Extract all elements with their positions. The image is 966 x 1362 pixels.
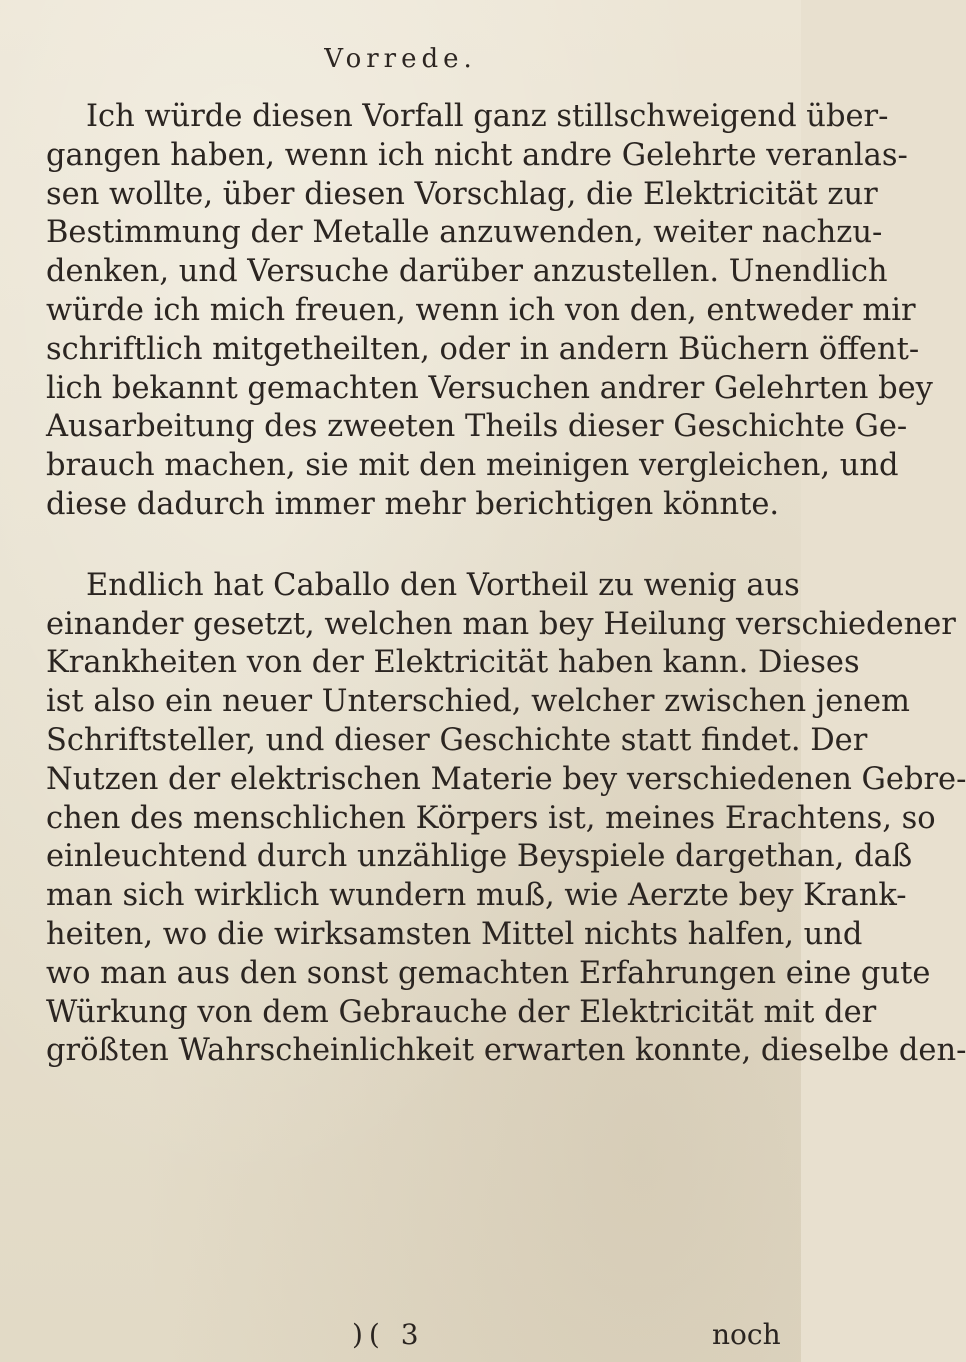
- text-line: Würkung von dem Gebrauche der Elektricität mit der: [46, 994, 877, 1030]
- text-line: ist also ein neuer Unterschied, welcher zwischen jenem: [46, 684, 910, 720]
- text-line: heiten, wo die wirksamsten Mittel nichts halfen, und: [46, 916, 863, 952]
- body-text: [46, 98, 966, 1071]
- text-line: wo man aus den sonst gemachten Erfahrungen eine gute: [46, 955, 931, 991]
- text-line: Ausarbeitung des zweeten Theils dieser Geschichte Ge-: [46, 409, 908, 445]
- paragraph-1: [46, 98, 933, 525]
- paragraph-2: [46, 567, 966, 1071]
- text-line: diese dadurch immer mehr berichtigen könnte.: [46, 486, 780, 522]
- text-line: man sich wirklich wundern muß, wie Aerzte bey Krank-: [46, 878, 907, 914]
- text-line: chen des menschlichen Körpers ist, meines Erachtens, so: [46, 800, 936, 836]
- text-line: gangen haben, wenn ich nicht andre Gelehrte veranlas-: [46, 137, 908, 173]
- signature-mark: )( 3: [352, 1318, 425, 1351]
- text-line: Schriftsteller, und dieser Geschichte statt findet. Der: [46, 722, 868, 758]
- text-line: brauch machen, sie mit den meinigen vergleichen, und: [46, 448, 899, 484]
- text-line: Nutzen der elektrischen Materie bey verschiedenen Gebre-: [46, 761, 966, 797]
- text-line: einleuchtend durch unzählige Beyspiele dargethan, daß: [46, 839, 913, 875]
- running-head: Vorrede.: [324, 44, 477, 74]
- catchword: noch: [712, 1318, 781, 1351]
- text-line: denken, und Versuche darüber anzustellen. Unendlich: [46, 254, 888, 290]
- text-line: lich bekannt gemachten Versuchen andrer Gelehrten bey: [46, 370, 933, 406]
- text-line: Bestimmung der Metalle anzuwenden, weiter nachzu-: [46, 215, 883, 251]
- page-footer: [0, 1318, 801, 1358]
- text-line: würde ich mich freuen, wenn ich von den, entweder mir: [46, 292, 916, 328]
- paragraph-gap: [46, 525, 776, 567]
- text-line: Ich würde diesen Vorfall ganz stillschweigend über-: [86, 99, 889, 134]
- text-line: einander gesetzt, welchen man bey Heilung verschiedener: [46, 606, 956, 642]
- text-line: größten Wahrscheinlichkeit erwarten konnte, dieselbe den-: [46, 1033, 966, 1069]
- text-line: schriftlich mitgetheilten, oder in andern Büchern öffent-: [46, 331, 920, 367]
- text-line: Krankheiten von der Elektricität haben kann. Dieses: [46, 645, 860, 681]
- text-line: Endlich hat Caballo den Vortheil zu wenig aus: [86, 567, 800, 603]
- text-line: sen wollte, über diesen Vorschlag, die Elektricität zur: [46, 176, 878, 212]
